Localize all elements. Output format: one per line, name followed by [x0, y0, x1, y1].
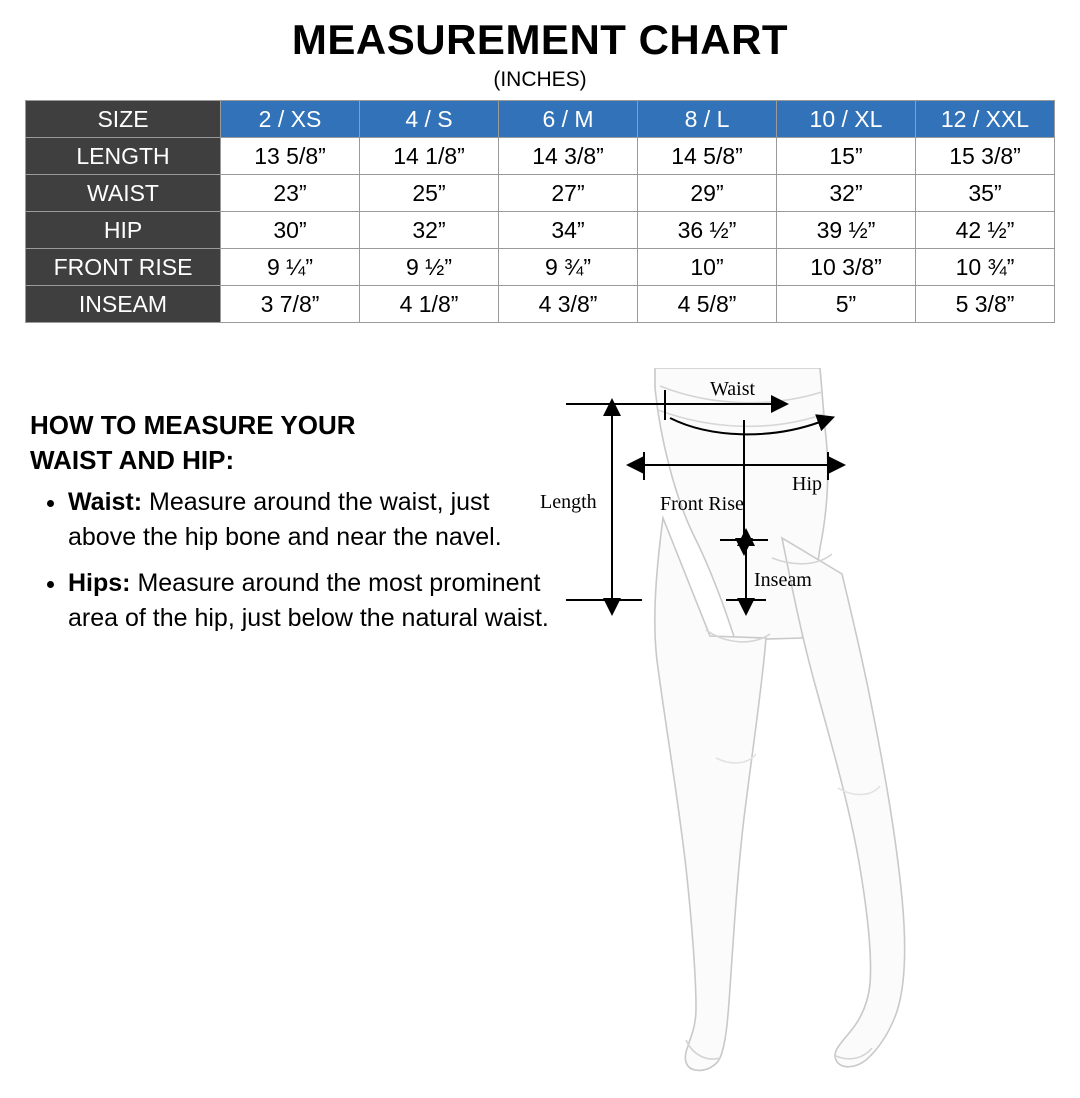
bullet-term-waist: Waist:	[68, 487, 143, 516]
size-header-l: 8 / L	[638, 101, 777, 138]
table-corner-label: SIZE	[26, 101, 221, 138]
row-label-waist: WAIST	[26, 175, 221, 212]
cell-inseam-xl: 5”	[777, 286, 916, 323]
table-row	[26, 212, 1055, 249]
size-header-m: 6 / M	[499, 101, 638, 138]
cell-front-rise-xxl: 10 ¾”	[916, 249, 1055, 286]
page-title: MEASUREMENT CHART	[291, 16, 789, 63]
list-item	[68, 566, 550, 637]
cell-length-xs: 13 5/8”	[221, 138, 360, 175]
cell-hip-m: 34”	[499, 212, 638, 249]
waist-label: Waist	[710, 378, 756, 401]
how-to-measure-heading-line2: WAIST AND HIP:	[30, 445, 235, 476]
hip-label: Hip	[792, 473, 822, 496]
how-to-measure-heading	[30, 408, 550, 479]
size-header-xxl: 12 / XXL	[916, 101, 1055, 138]
list-item	[68, 485, 550, 556]
cell-inseam-xxl: 5 3/8”	[916, 286, 1055, 323]
cell-hip-xs: 30”	[221, 212, 360, 249]
cell-front-rise-m: 9 ¾”	[499, 249, 638, 286]
bullet-text-waist: Measure around the waist, just above the hip bone and near the navel.	[68, 487, 502, 552]
length-label: Length	[540, 491, 597, 514]
size-header-xl: 10 / XL	[777, 101, 916, 138]
measurement-diagram	[520, 368, 1080, 1088]
size-header-s: 4 / S	[360, 101, 499, 138]
cell-front-rise-l: 10”	[638, 249, 777, 286]
cell-inseam-m: 4 3/8”	[499, 286, 638, 323]
cell-inseam-s: 4 1/8”	[360, 286, 499, 323]
cell-front-rise-xs: 9 ¼”	[221, 249, 360, 286]
cell-hip-s: 32”	[360, 212, 499, 249]
cell-length-s: 14 1/8”	[360, 138, 499, 175]
cell-length-m: 14 3/8”	[499, 138, 638, 175]
row-label-inseam: INSEAM	[26, 286, 221, 323]
front-rise-label: Front Rise	[660, 493, 744, 516]
cell-waist-s: 25”	[360, 175, 499, 212]
row-label-hip: HIP	[26, 212, 221, 249]
bullet-term-hips: Hips:	[68, 568, 131, 597]
table-header-row	[26, 101, 1055, 138]
table-row	[26, 249, 1055, 286]
how-to-measure-list	[30, 485, 550, 637]
how-to-measure-heading-line1: HOW TO MEASURE YOUR	[30, 410, 356, 441]
cell-inseam-l: 4 5/8”	[638, 286, 777, 323]
units-subtitle: (INCHES)	[493, 68, 587, 92]
measurement-table-wrapper	[25, 100, 1055, 323]
cell-hip-xl: 39 ½”	[777, 212, 916, 249]
cell-waist-xs: 23”	[221, 175, 360, 212]
row-label-length: LENGTH	[26, 138, 221, 175]
table-row	[26, 286, 1055, 323]
measurement-table	[25, 100, 1055, 323]
table-row	[26, 175, 1055, 212]
cell-hip-l: 36 ½”	[638, 212, 777, 249]
cell-front-rise-s: 9 ½”	[360, 249, 499, 286]
cell-hip-xxl: 42 ½”	[916, 212, 1055, 249]
bullet-text-hips: Measure around the most prominent area of the hip, just below the natural waist.	[68, 568, 549, 633]
cell-waist-xl: 32”	[777, 175, 916, 212]
table-row	[26, 138, 1055, 175]
cell-length-xxl: 15 3/8”	[916, 138, 1055, 175]
row-label-front-rise: FRONT RISE	[26, 249, 221, 286]
cell-length-l: 14 5/8”	[638, 138, 777, 175]
cell-waist-m: 27”	[499, 175, 638, 212]
cell-waist-xxl: 35”	[916, 175, 1055, 212]
cell-front-rise-xl: 10 3/8”	[777, 249, 916, 286]
cell-waist-l: 29”	[638, 175, 777, 212]
cell-inseam-xs: 3 7/8”	[221, 286, 360, 323]
size-header-xs: 2 / XS	[221, 101, 360, 138]
cell-length-xl: 15”	[777, 138, 916, 175]
inseam-label: Inseam	[754, 569, 812, 592]
legging-illustration	[655, 368, 905, 1070]
how-to-measure-block	[30, 408, 550, 647]
